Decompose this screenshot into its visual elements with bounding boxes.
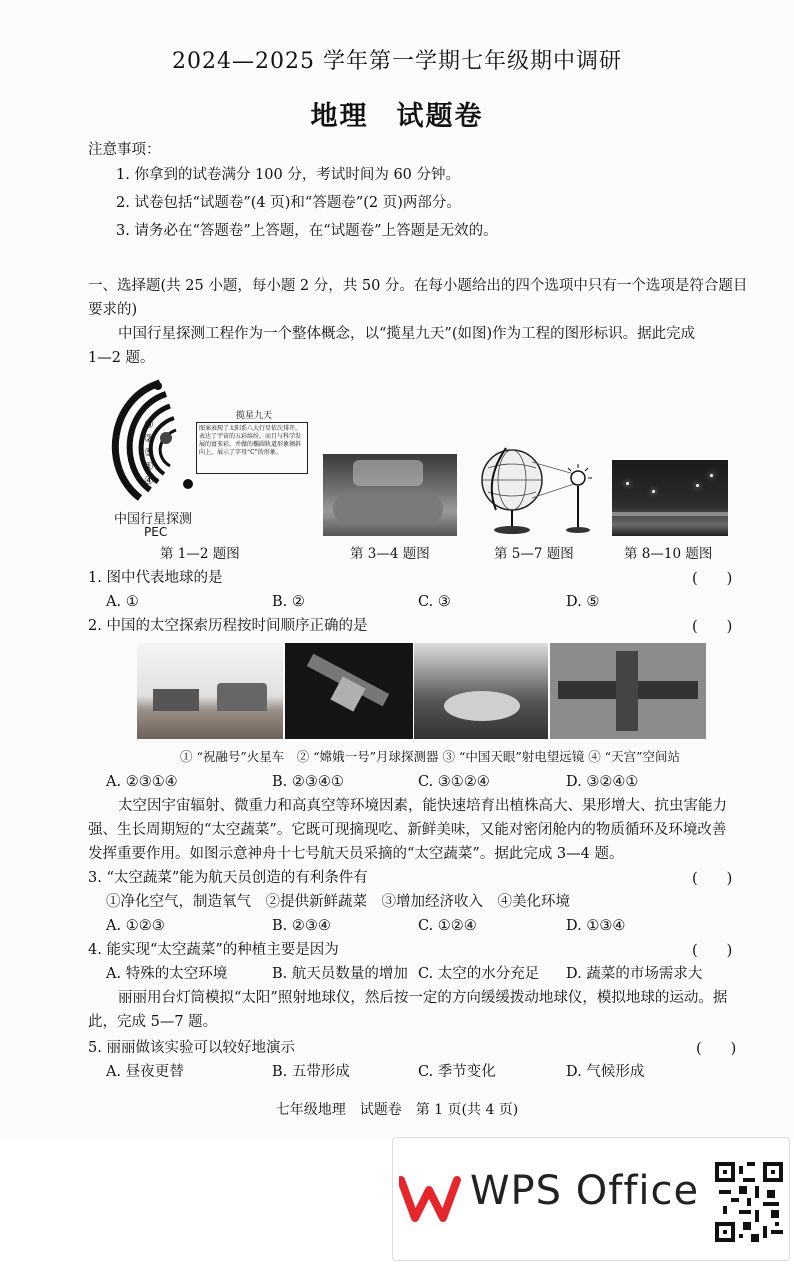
logo-code: PEC — [144, 525, 168, 539]
answer-bracket: ( ) — [692, 571, 733, 587]
subject-name: 地理 — [310, 101, 369, 132]
note-item: 2. 试卷包括“试题卷”(4 页)和“答题卷”(2 页)两部分。 — [116, 195, 461, 211]
qr-code-icon — [715, 1162, 783, 1242]
subject-title — [0, 94, 794, 133]
logo-number: ③ — [144, 418, 154, 431]
night-road-photo — [612, 460, 728, 536]
passage-text: 强、生长周期短的“太空蔬菜”。它既可现摘现吃、新鲜美味，又能对密闭舱内的物质循环及环境改善 — [88, 822, 727, 838]
passage-text: 此，完成 5—7 题。 — [88, 1014, 218, 1030]
option: D. ①③④ — [566, 918, 626, 934]
option: B. 五带形成 — [272, 1064, 350, 1080]
option: C. ③ — [418, 594, 451, 610]
option: A. 昼夜更替 — [106, 1064, 184, 1080]
option: D. 蔬菜的市场需求大 — [566, 966, 703, 982]
passage-text: 丽丽用台灯筒模拟“太阳”照射地球仪，然后按一定的方向缓缓拨动地球仪，模拟地球的运动。据 — [118, 990, 728, 1006]
figure-caption: 第 1—2 题图 — [160, 546, 240, 562]
notes-heading: 注意事项： — [88, 142, 161, 158]
wps-logo-icon — [399, 1176, 467, 1222]
space-vegetable-photo — [323, 454, 457, 536]
answer-bracket: ( ) — [696, 1041, 737, 1057]
answer-bracket: ( ) — [692, 943, 733, 959]
option: B. ② — [272, 594, 305, 610]
intro-text: 中国行星探测工程作为一个整体概念，以“揽星九天”(如图)作为工程的图形标识。据此完成 — [118, 326, 696, 342]
option: C. ③①②④ — [418, 774, 490, 790]
option: C. ①②④ — [418, 918, 477, 934]
question-stem: 2. 中国的太空探索历程按时间顺序正确的是 — [88, 618, 368, 634]
option: B. ②③④① — [272, 774, 344, 790]
option: D. 气候形成 — [566, 1064, 645, 1080]
figure-caption: 第 3—4 题图 — [350, 546, 430, 562]
option: D. ③②④① — [566, 774, 639, 790]
paper-name: 试题卷 — [396, 101, 484, 132]
globe-lamp-icon — [474, 440, 606, 538]
option: A. ①②③ — [106, 918, 165, 934]
note-item: 1. 你拿到的试卷满分 100 分，考试时间为 60 分钟。 — [116, 167, 461, 183]
option: A. ① — [106, 594, 139, 610]
figure-caption: 第 5—7 题图 — [494, 546, 574, 562]
logo-number: ④ — [144, 474, 154, 487]
pec-logo-icon — [100, 378, 210, 503]
figure-caption: 第 8—10 题图 — [624, 546, 713, 562]
intro-text-cont: 1—2 题。 — [88, 350, 155, 366]
mars-rover-photo — [137, 643, 283, 739]
logo-number: ① — [144, 460, 154, 473]
photo-strip-caption: ① “祝融号”火星车 ② “嫦娥一号”月球探测器 ③ “中国天眼”射电望远镜 ④ “天宫”空间站 — [180, 749, 680, 764]
option: B. 航天员数量的增加 — [272, 966, 408, 982]
logo-number: ⑤ — [144, 446, 154, 459]
section-heading-cont: 要求的) — [88, 302, 138, 318]
logo-description: 图案表现了太阳系八大行星依次排开，表达了宇宙的五彩缤纷。而且与科学发展的富多彩，并做的椭圆轨道形象倾斜向上，展示了字母“C”的形象。 — [196, 422, 308, 474]
space-station-photo — [550, 643, 706, 739]
option: C. 季节变化 — [418, 1064, 496, 1080]
option: A. ②③①④ — [106, 774, 178, 790]
question-sub-items: ①净化空气，制造氧气 ②提供新鲜蔬菜 ③增加经济收入 ④美化环境 — [106, 894, 570, 910]
wps-office-watermark[interactable] — [392, 1137, 790, 1261]
note-item: 3. 请务必在“答题卷”上答题，在“试题卷”上答题是无效的。 — [116, 223, 498, 239]
wps-brand-text: WPS Office — [470, 1168, 700, 1214]
option: D. ⑤ — [566, 594, 600, 610]
answer-bracket: ( ) — [692, 871, 733, 887]
exam-title: 2024—2025 学年第一学期七年级期中调研 — [172, 49, 622, 74]
logo-title: 揽星九天 — [236, 411, 273, 421]
passage-text: 太空因宇宙辐射、微重力和高真空等环境因素，能快速培育出植株高大、果形增大、抗虫害能力 — [118, 798, 727, 814]
option: B. ②③④ — [272, 918, 331, 934]
logo-number-labels — [144, 418, 154, 488]
logo-name: 中国行星探测 — [114, 512, 193, 527]
lunar-orbiter-photo — [285, 643, 413, 739]
page-footer: 七年级地理 试题卷 第 1 页(共 4 页) — [275, 1102, 519, 1118]
option: A. 特殊的太空环境 — [106, 966, 228, 982]
logo-number: ② — [144, 432, 154, 445]
section-heading: 一、选择题(共 25 小题，每小题 2 分，共 50 分。在每小题给出的四个选项中只有一个选项是符合题目 — [88, 278, 748, 294]
answer-bracket: ( ) — [692, 619, 733, 635]
question-stem: 3. “太空蔬菜”能为航天员创造的有利条件有 — [88, 870, 368, 886]
question-stem: 1. 图中代表地球的是 — [88, 570, 223, 586]
passage-text: 发挥重要作用。如图示意神舟十七号航天员采摘的“太空蔬菜”。据此完成 3—4 题。 — [88, 846, 624, 862]
option: C. 太空的水分充足 — [418, 966, 540, 982]
question-stem: 4. 能实现“太空蔬菜”的种植主要是因为 — [88, 942, 339, 958]
question-stem: 5. 丽丽做该实验可以较好地演示 — [88, 1040, 295, 1056]
fast-telescope-photo — [414, 643, 548, 739]
pec-logo-figure — [100, 378, 320, 538]
